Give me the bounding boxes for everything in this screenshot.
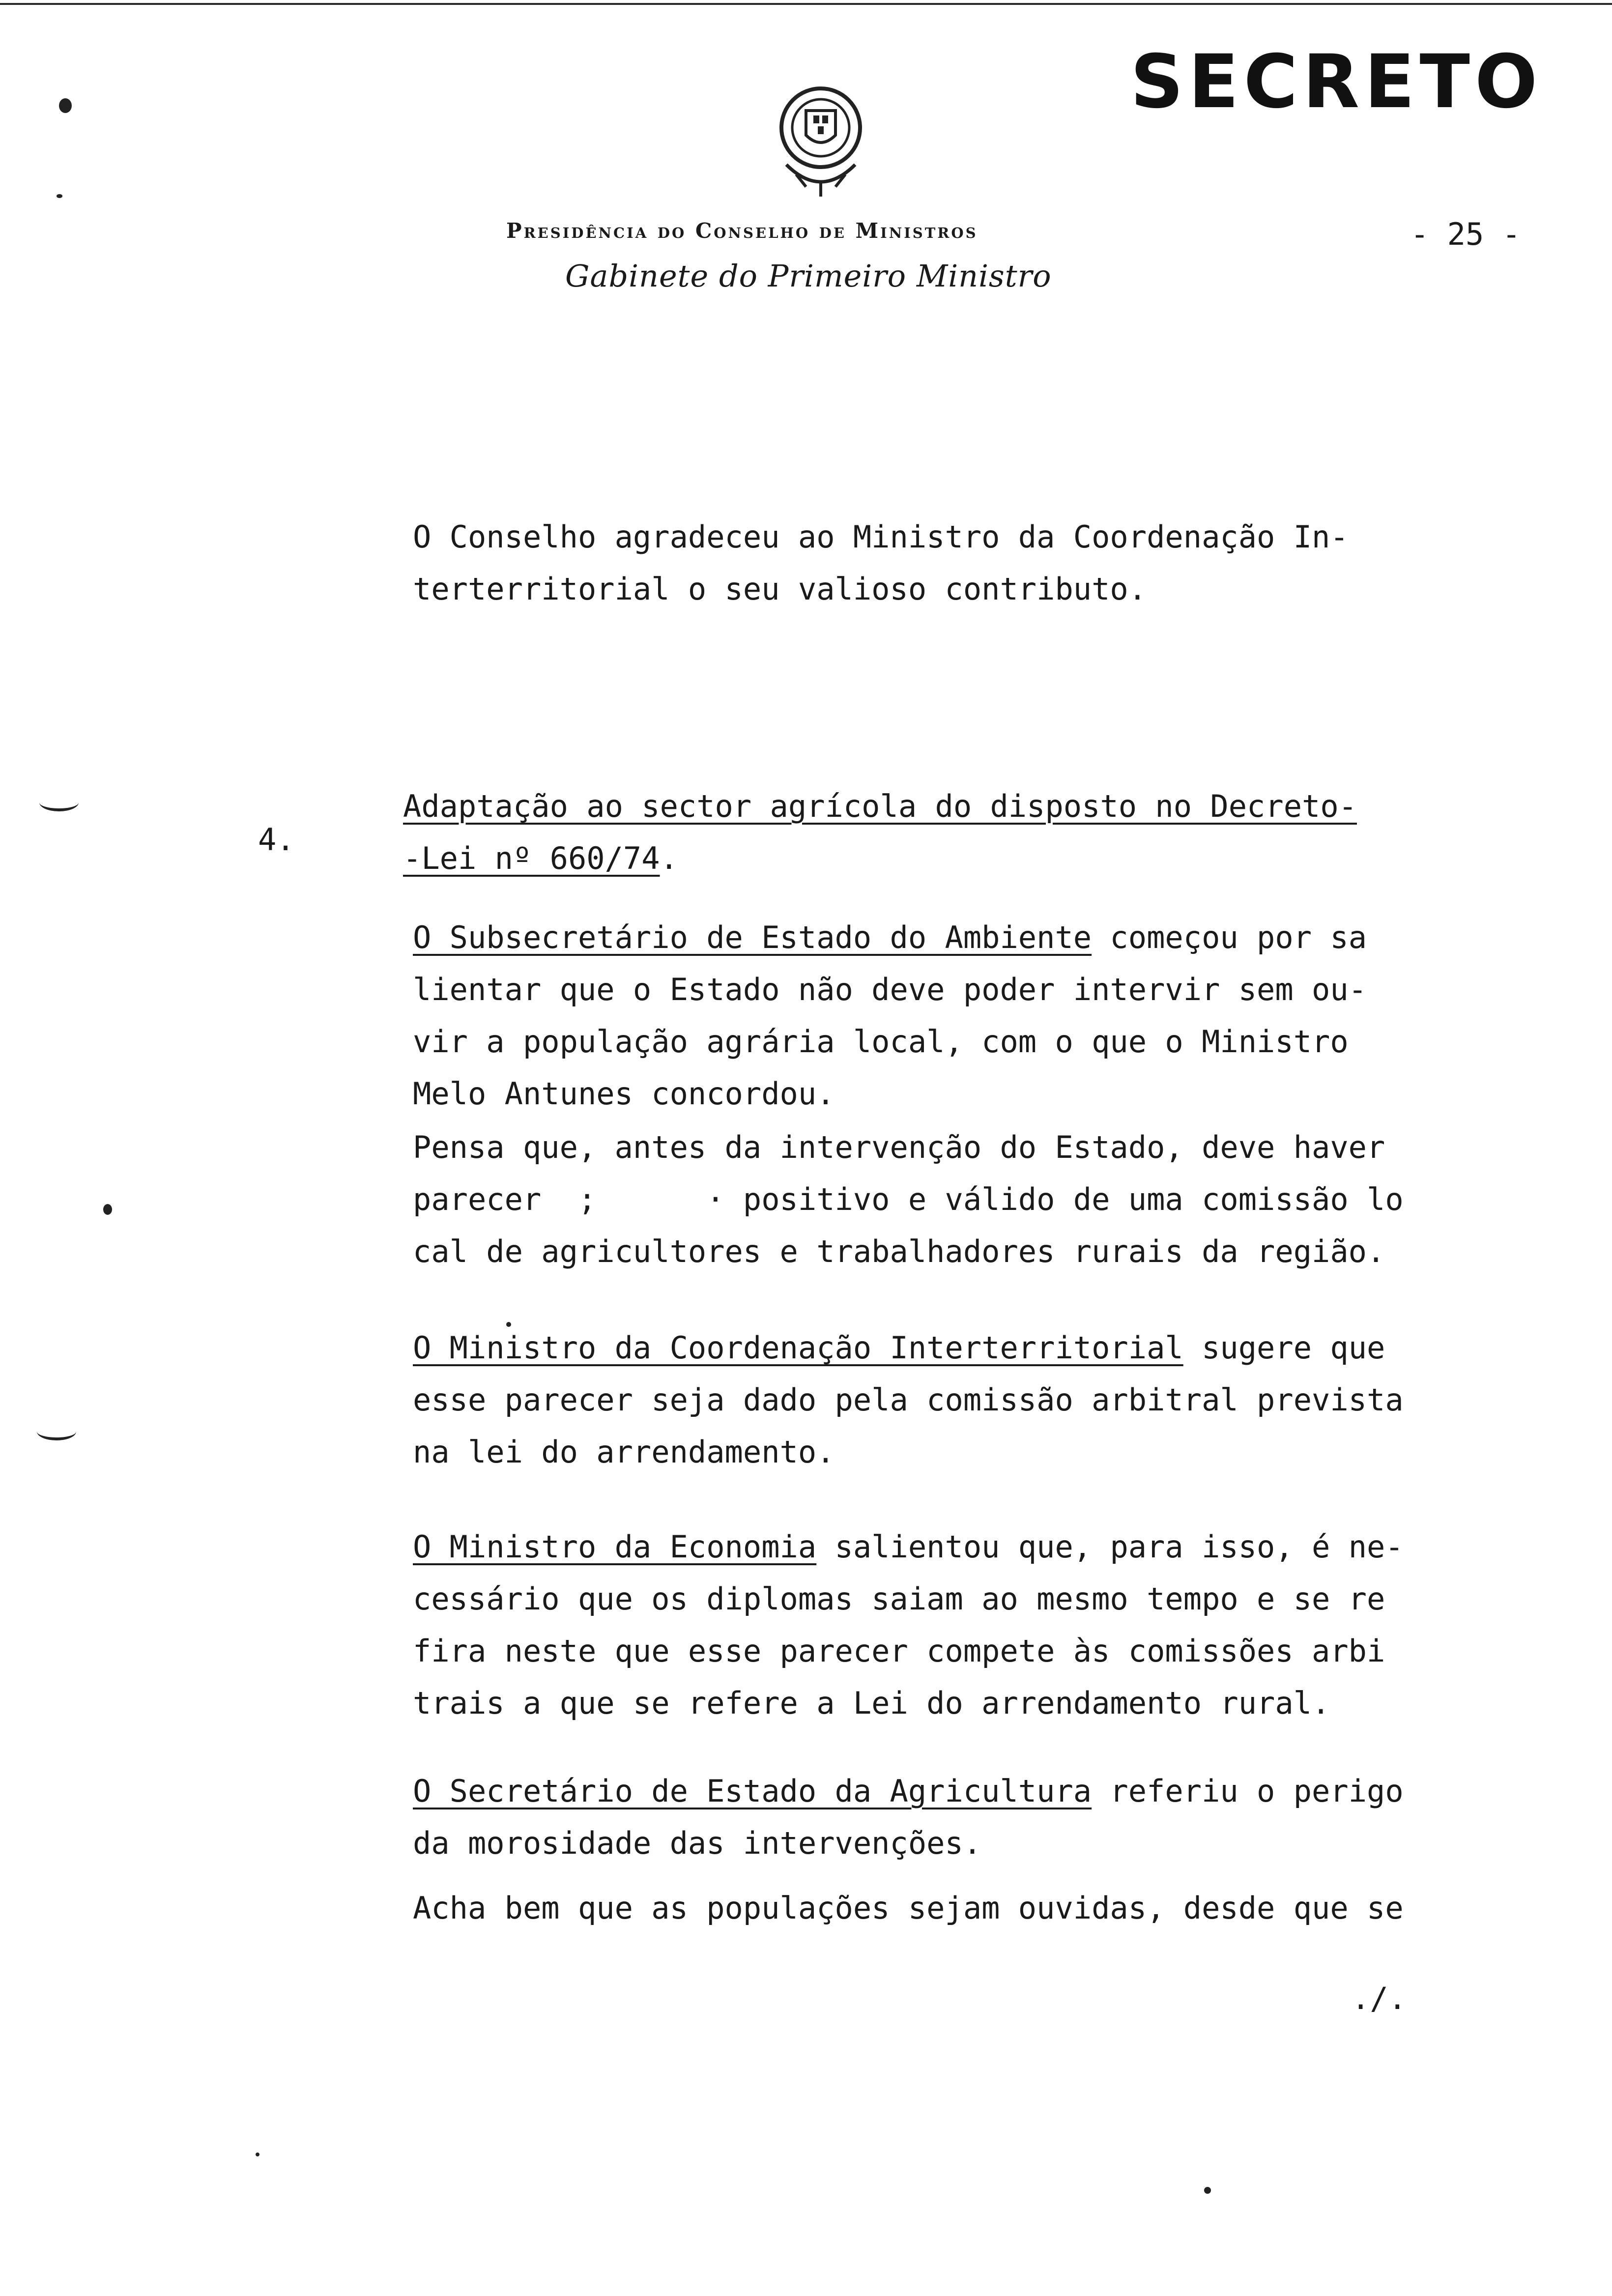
scan-speck — [506, 1322, 511, 1327]
scan-speck — [59, 98, 72, 113]
text-line: da morosidade das intervenções. — [413, 1825, 982, 1861]
text-line: trais a que se refere a Lei do arrendamento rural. — [413, 1685, 1330, 1721]
heading-line: -Lei nº 660/74 — [403, 840, 660, 876]
text-line: lientar que o Estado não deve poder intervir sem ou- — [413, 972, 1367, 1007]
paragraph-agriculture — [413, 1765, 1404, 1869]
punch-hole-mark — [37, 1423, 76, 1440]
paragraph-environment — [413, 912, 1367, 1120]
text-line: começou por sa — [1092, 919, 1367, 955]
coat-of-arms-seal — [767, 81, 875, 209]
paragraph-coordination — [413, 1322, 1404, 1478]
office-name: Presidência do Conselho de Ministros — [506, 219, 978, 243]
item-heading — [403, 780, 1357, 885]
paragraph-opinion — [413, 1121, 1404, 1278]
text-line: salientou que, para isso, é ne- — [816, 1529, 1404, 1565]
text-line: O Conselho agradeceu ao Ministro da Coordenação In- — [413, 519, 1349, 555]
text-line: fira neste que esse parecer compete às comissões arbi — [413, 1633, 1385, 1669]
speaker: O Subsecretário de Estado do Ambiente — [413, 919, 1092, 955]
text-line: parecer ; · positivo e válido de uma comissão lo — [413, 1181, 1404, 1217]
scan-speck — [103, 1204, 112, 1215]
text-line: sugere que — [1183, 1330, 1385, 1366]
text-line: referiu o perigo — [1092, 1773, 1404, 1809]
text-line: terterritorial o seu valioso contributo. — [413, 571, 1147, 607]
scan-speck — [256, 2152, 259, 2156]
scan-speck — [57, 194, 62, 198]
text-line: cessário que os diplomas saiam ao mesmo tempo e se re — [413, 1581, 1385, 1617]
scan-speck — [1204, 2187, 1211, 2194]
text-line: na lei do arrendamento. — [413, 1434, 835, 1470]
paragraph-populations — [413, 1882, 1404, 1934]
item-number: 4. — [258, 822, 295, 858]
heading-end: . — [660, 840, 678, 876]
continuation-mark: ./. — [1352, 1980, 1407, 2016]
speaker: O Ministro da Coordenação Interterritorial — [413, 1330, 1183, 1366]
classification-stamp: SECRETO — [1130, 39, 1543, 125]
text-line: vir a população agrária local, com o que o Ministro — [413, 1024, 1349, 1060]
cabinet-name: Gabinete do Primeiro Ministro — [565, 258, 1052, 294]
punch-hole-mark — [39, 794, 79, 811]
paragraph-council-thanks — [413, 511, 1349, 615]
text-line: Melo Antunes concordou. — [413, 1076, 835, 1112]
text-line: Pensa que, antes da intervenção do Estado, deve haver — [413, 1129, 1385, 1165]
page-edge-line — [0, 3, 1612, 5]
speaker: O Secretário de Estado da Agricultura — [413, 1773, 1092, 1809]
text-line: Acha bem que as populações sejam ouvidas, desde que se — [413, 1890, 1404, 1926]
paragraph-economy — [413, 1521, 1404, 1729]
text-line: esse parecer seja dado pela comissão arbitral prevista — [413, 1382, 1404, 1418]
heading-line: Adaptação ao sector agrícola do disposto no Decreto- — [403, 788, 1357, 824]
page-number: - 25 - — [1410, 216, 1521, 252]
text-line: cal de agricultores e trabalhadores rurais da região. — [413, 1234, 1385, 1269]
speaker: O Ministro da Economia — [413, 1529, 817, 1565]
